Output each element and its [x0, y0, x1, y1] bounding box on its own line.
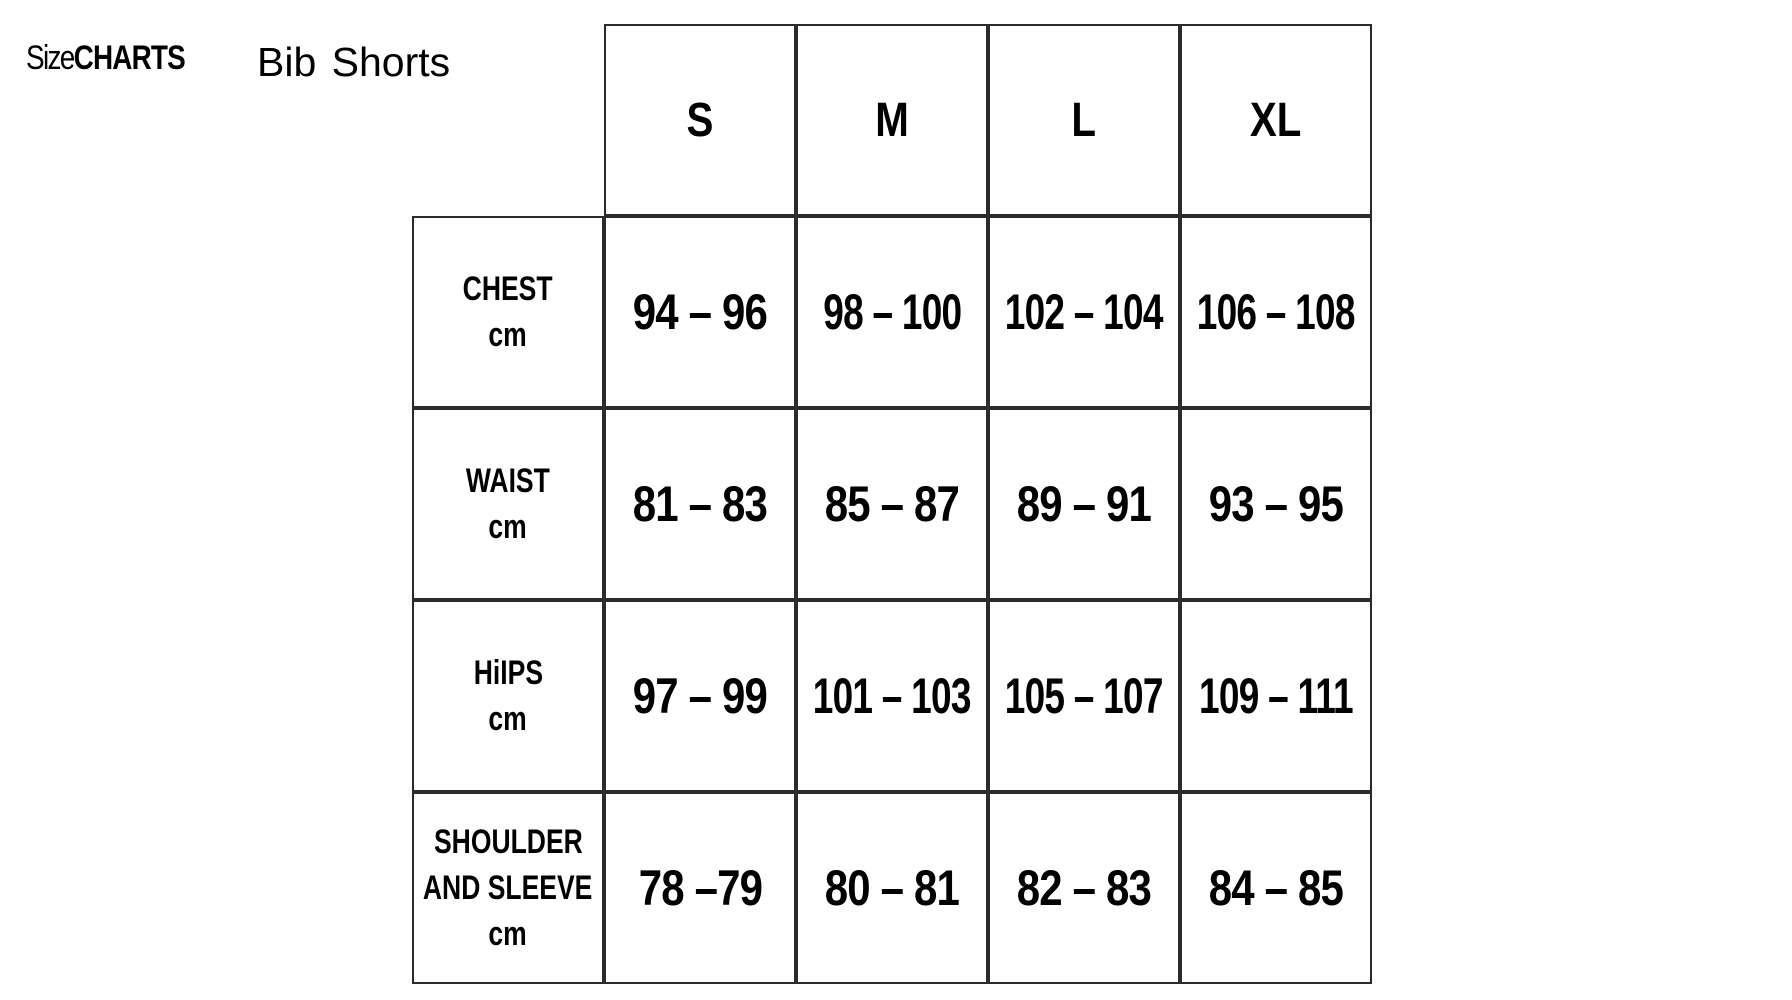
row-unit: cm [488, 915, 528, 953]
value-cell-shoulder-m: 80 – 81 [796, 792, 988, 984]
row-header-shoulder-and-sleeve [412, 792, 604, 984]
value-cell-shoulder-l: 82 – 83 [988, 792, 1180, 984]
value-cell-chest-m: 98 – 100 [796, 216, 988, 408]
row-label: WAIST [466, 462, 550, 500]
brand-logo [26, 36, 185, 80]
value-cell-hips-s: 97 – 99 [604, 600, 796, 792]
value-cell-shoulder-s: 78 –79 [604, 792, 796, 984]
value-cell-chest-xl: 106 – 108 [1180, 216, 1372, 408]
row-label: HiIPS [473, 654, 543, 692]
row-header-hips [412, 600, 604, 792]
product-title: Bib Shorts [257, 39, 451, 85]
row-label: SHOULDER [433, 823, 583, 861]
value-cell-hips-l: 105 – 107 [988, 600, 1180, 792]
value-cell-waist-xl: 93 – 95 [1180, 408, 1372, 600]
row-unit: cm [488, 508, 528, 546]
value-cell-chest-s: 94 – 96 [604, 216, 796, 408]
row-unit: cm [488, 316, 528, 354]
size-header-xl: XL [1180, 24, 1372, 216]
value-cell-waist-l: 89 – 91 [988, 408, 1180, 600]
size-header-s: S [604, 24, 796, 216]
brand-size-text: Size [26, 39, 74, 77]
value-cell-waist-m: 85 – 87 [796, 408, 988, 600]
row-header-waist [412, 408, 604, 600]
row-label: CHEST [463, 270, 553, 308]
value-cell-hips-xl: 109 – 111 [1180, 600, 1372, 792]
value-cell-chest-l: 102 – 104 [988, 216, 1180, 408]
row-label-line-2: AND SLEEVE [423, 869, 593, 907]
size-header-m: M [796, 24, 988, 216]
brand-charts-text: CHARTS [73, 39, 185, 77]
value-cell-waist-s: 81 – 83 [604, 408, 796, 600]
value-cell-hips-m: 101 – 103 [796, 600, 988, 792]
value-cell-shoulder-xl: 84 – 85 [1180, 792, 1372, 984]
row-unit: cm [488, 700, 528, 738]
size-chart-table [412, 24, 1372, 984]
row-header-chest [412, 216, 604, 408]
size-header-l: L [988, 24, 1180, 216]
